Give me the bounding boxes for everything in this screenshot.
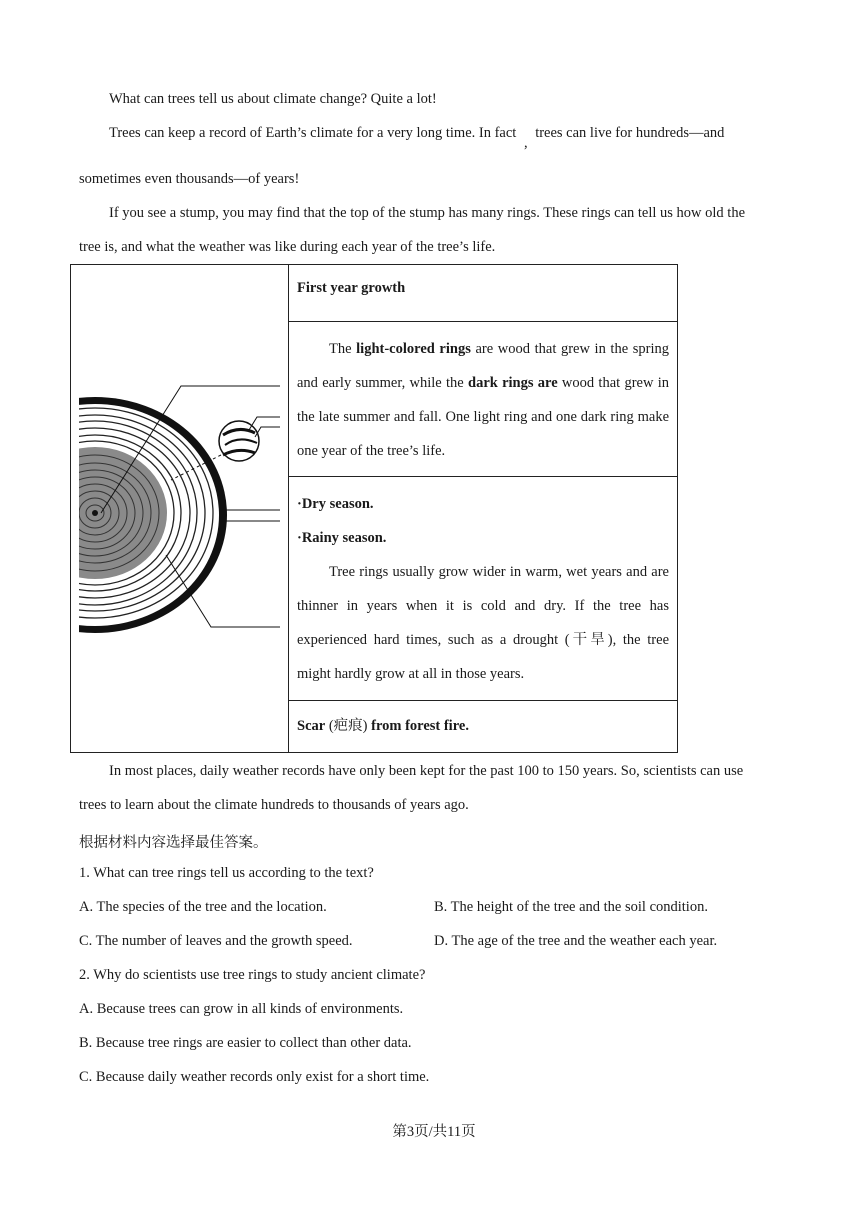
dark-rings-term: dark rings are [468, 375, 558, 391]
tree-rings-graphic [71, 397, 227, 633]
question-1-option-d[interactable]: D. The age of the tree and the weather each year. [434, 933, 718, 949]
tree-stump-illustration [71, 265, 288, 752]
light-colored-rings-term: light-colored rings [356, 341, 471, 357]
question-2-option-b[interactable]: B. Because tree rings are easier to collect than other data. [79, 1035, 412, 1051]
row-first-year-growth [289, 265, 678, 322]
seasons-content [289, 477, 677, 691]
ring-colors-text-3: wood that grew in the late summer and fall. One light ring and one dark ring make one year of the tree’s life. [297, 375, 669, 459]
intro-paragraph-2-part-a: Trees can keep a record of Earth’s climate for a very long time. In fact [109, 125, 517, 141]
intro-paragraph-3-end: tree is, and what the weather was like during each year of the tree’s life. [79, 239, 496, 255]
intro-paragraph-1: What can trees tell us about climate change? Quite a lot! [109, 91, 437, 107]
scar-chinese: (疤痕) [325, 718, 372, 734]
tree-stump-image-cell [71, 265, 289, 753]
question-1-option-b[interactable]: B. The height of the tree and the soil condition. [434, 899, 708, 915]
tree-ring-table [70, 264, 678, 753]
question-1-stem: 1. What can tree rings tell us according to the text? [79, 865, 374, 881]
rainy-season-label: ·Rainy season. [297, 530, 387, 546]
forest-fire-term: from forest fire. [371, 718, 469, 734]
question-2-option-a[interactable]: A. Because trees can grow in all kinds of environments. [79, 1001, 404, 1017]
ring-width-paragraph: Tree rings usually grow wider in warm, wet years and are thinner in years when it is cold and dry. If the tree has experienced hard times, such as a drought (干旱), the tree might hardly grow at all in those years. [297, 564, 669, 682]
ring-colors-text-1: The [329, 341, 357, 357]
intro-paragraph-2-end: sometimes even thousands—of years! [79, 171, 300, 187]
page-number-footer: 第3页/共11页 [392, 1124, 476, 1140]
intro-paragraph-3-start: If you see a stump, you may find that the top of the stump has many rings. These rings can tell us how old the [109, 205, 746, 221]
ring-colors-text-2: are wood that grew in the spring and early summer, while the [297, 341, 669, 391]
intro-paragraph-2-start [109, 125, 725, 151]
intro-paragraph-2-part-b: trees can live for hundreds—and [535, 125, 725, 141]
question-1-option-c[interactable]: C. The number of leaves and the growth speed. [79, 933, 353, 949]
row-scar [289, 701, 678, 753]
row-ring-colors [289, 322, 678, 477]
question-2-option-c[interactable]: C. Because daily weather records only exist for a short time. [79, 1069, 430, 1085]
ring-colors-paragraph [289, 322, 677, 468]
outro-paragraph-start: In most places, daily weather records have only been kept for the past 100 to 150 years. So, scientists can use [109, 763, 744, 779]
scar-term: Scar [297, 718, 326, 734]
dry-season-label: ·Dry season. [297, 496, 374, 512]
intro-paragraph-2-comma: , [523, 135, 528, 151]
instructions: 根据材料内容选择最佳答案。 [79, 835, 268, 851]
question-1-option-a[interactable]: A. The species of the tree and the location. [79, 899, 327, 915]
question-2-stem: 2. Why do scientists use tree rings to study ancient climate? [79, 967, 426, 983]
outro-paragraph-end: trees to learn about the climate hundreds to thousands of years ago. [79, 797, 469, 813]
first-year-growth-label: First year growth [297, 280, 406, 296]
scar-label [289, 701, 677, 743]
row-seasons [289, 477, 678, 701]
